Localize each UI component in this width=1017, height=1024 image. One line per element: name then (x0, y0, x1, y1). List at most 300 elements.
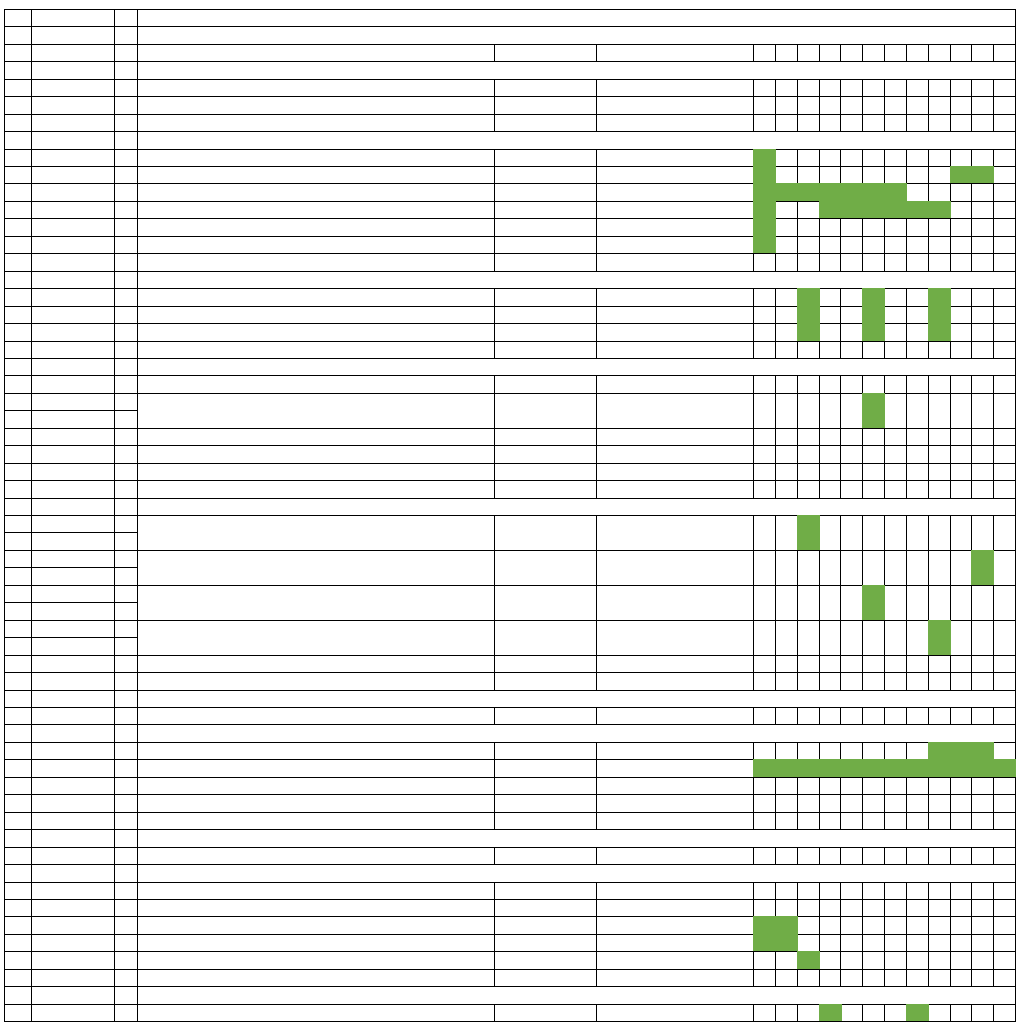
grid-line (862, 532, 863, 551)
grid-line (114, 620, 115, 638)
gantt-month-fill (775, 934, 798, 952)
grid-line (950, 96, 951, 115)
gantt-month-fill (950, 166, 973, 184)
grid-line (884, 445, 885, 464)
grid-line (4, 9, 5, 27)
grid-line (950, 655, 951, 673)
grid-line (971, 899, 972, 917)
grid-line (862, 882, 863, 900)
program-label (31, 829, 114, 846)
grid-line (596, 44, 597, 62)
grid-line (840, 742, 841, 760)
grid-line (862, 236, 863, 254)
item-number (114, 498, 137, 515)
month-header-10 (950, 44, 972, 61)
grid-line (1015, 602, 1016, 621)
grid-line (797, 393, 798, 411)
grid-line (819, 637, 820, 656)
grid-line (4, 550, 5, 568)
grid-line (906, 882, 907, 900)
grid-line (819, 777, 820, 795)
grid-line (753, 463, 754, 481)
grid-line (775, 410, 776, 429)
grid-line (494, 114, 495, 132)
grid-line (494, 201, 495, 219)
grid-line (840, 777, 841, 795)
item-number (114, 724, 137, 741)
grid-line (1015, 375, 1016, 394)
grid-line (775, 777, 776, 795)
grid-line (1015, 742, 1016, 760)
grid-line (137, 253, 138, 272)
section-number (4, 9, 31, 26)
grid-line (797, 620, 798, 638)
grid-line (31, 637, 32, 656)
gantt-month-fill (753, 916, 776, 934)
grid-line (31, 951, 32, 970)
grid-line (862, 166, 863, 184)
grid-line (114, 969, 115, 987)
grid-line (840, 916, 841, 935)
grid-line (993, 306, 994, 324)
grid-line (950, 794, 951, 813)
grid-line (950, 375, 951, 394)
grid-line (596, 114, 597, 132)
activity-label (137, 899, 494, 916)
grid-line (906, 934, 907, 952)
grid-line (1015, 882, 1016, 900)
grid-line (797, 882, 798, 900)
grid-line (4, 532, 5, 551)
grid-line (31, 428, 32, 446)
grid-line (114, 428, 115, 446)
grid-line (31, 358, 32, 376)
grid-line (753, 410, 754, 429)
grid-line (993, 201, 994, 219)
month-header-5 (840, 707, 862, 724)
grid-line (4, 463, 5, 481)
grid-line (862, 1004, 863, 1022)
grid-line (753, 794, 754, 813)
grid-line (840, 550, 841, 568)
grid-line (819, 218, 820, 237)
grid-line (993, 96, 994, 115)
grid-line (993, 236, 994, 254)
grid-line (114, 812, 115, 830)
grid-line (114, 236, 115, 254)
grid-line (114, 637, 115, 656)
activity-label (137, 410, 494, 427)
grid-line (114, 201, 115, 219)
grid-line (884, 934, 885, 952)
grid-line (1015, 794, 1016, 813)
grid-line (862, 899, 863, 917)
grid-line (31, 79, 32, 97)
grid-line (114, 44, 115, 62)
grid-line (971, 480, 972, 499)
grid-line (114, 532, 115, 551)
grid-line (775, 655, 776, 673)
grid-line (775, 899, 776, 917)
grid-line (114, 602, 115, 621)
grid-line (928, 585, 929, 603)
grid-line (840, 323, 841, 342)
grid-line (993, 969, 994, 987)
grid-line (840, 672, 841, 691)
requirement-value (494, 533, 596, 550)
grid-line (775, 463, 776, 481)
colon (114, 26, 136, 43)
grid-line (494, 166, 495, 184)
grid-line (31, 253, 32, 272)
grid-line (840, 428, 841, 446)
grid-line (1015, 96, 1016, 115)
grid-line (1015, 149, 1016, 167)
grid-line (993, 1004, 994, 1022)
grid-line (31, 498, 32, 516)
grid-line (840, 79, 841, 97)
grid-line (4, 882, 5, 900)
grid-line (862, 637, 863, 656)
grid-line (1015, 829, 1016, 848)
grid-line (31, 532, 32, 551)
grid-line (31, 794, 32, 813)
grid-line (928, 218, 929, 237)
grid-line (906, 620, 907, 638)
grid-line (928, 882, 929, 900)
grid-line (753, 620, 754, 638)
grid-line (993, 777, 994, 795)
grid-line (971, 463, 972, 481)
grid-line (862, 114, 863, 132)
grid-line (950, 882, 951, 900)
grid-line (596, 567, 597, 586)
grid-line (950, 218, 951, 237)
grid-line (137, 812, 138, 830)
grid-line (819, 655, 820, 673)
grid-line (753, 567, 754, 586)
grid-line (775, 532, 776, 551)
grid-line (753, 393, 754, 411)
grid-line (4, 149, 5, 167)
grid-line (114, 183, 115, 202)
grid-line (797, 777, 798, 795)
grid-line (4, 410, 5, 429)
grid-line (775, 620, 776, 638)
activity-label (137, 602, 494, 619)
grid-line (494, 375, 495, 394)
grid-line (775, 393, 776, 411)
grid-line (928, 951, 929, 970)
category-label (137, 986, 1015, 1003)
grid-line (31, 375, 32, 394)
month-header-2 (775, 707, 797, 724)
invitee-header (596, 707, 753, 724)
grid-line (4, 567, 138, 568)
grid-line (884, 149, 885, 167)
grid-line (906, 445, 907, 464)
grid-line (114, 323, 115, 342)
grid-line (971, 306, 972, 324)
grid-line (596, 393, 597, 411)
grid-line (114, 742, 115, 760)
grid-line (840, 934, 841, 952)
grid-line (928, 236, 929, 254)
activity-label (137, 79, 494, 96)
invitee-value (596, 288, 753, 305)
gantt-month-fill (753, 218, 776, 236)
grid-line (971, 410, 972, 429)
grid-line (862, 672, 863, 691)
grid-line (862, 812, 863, 830)
grid-line (884, 79, 885, 97)
grid-line (1015, 498, 1016, 516)
grid-line (971, 218, 972, 237)
grid-line (775, 550, 776, 568)
grid-line (31, 410, 32, 429)
grid-line (928, 79, 929, 97)
grid-line (840, 166, 841, 184)
grid-line (1015, 864, 1016, 883)
grid-line (971, 201, 972, 219)
grid-line (906, 794, 907, 813)
grid-line (596, 428, 597, 446)
grid-line (494, 410, 495, 429)
grid-line (993, 794, 994, 813)
grid-line (114, 882, 115, 900)
gantt-month-fill (862, 393, 885, 429)
grid-line (31, 149, 32, 167)
grid-line (494, 934, 495, 952)
grid-line (971, 812, 972, 830)
grid-line (4, 61, 5, 80)
grid-line (114, 253, 115, 272)
grid-line (1015, 26, 1016, 45)
grid-line (797, 341, 798, 359)
grid-line (114, 375, 115, 394)
grid-line (1015, 341, 1016, 359)
grid-line (596, 288, 597, 307)
month-header-9 (928, 847, 950, 864)
grid-line (862, 550, 863, 568)
grid-line (862, 777, 863, 795)
grid-line (950, 567, 951, 586)
invitee-header (596, 847, 753, 864)
grid-line (4, 655, 5, 673)
grid-line (819, 672, 820, 691)
grid-line (4, 445, 5, 464)
grid-line (906, 375, 907, 394)
grid-line (4, 288, 5, 307)
grid-line (928, 777, 929, 795)
grid-line (906, 96, 907, 115)
invitee-value (596, 1004, 753, 1021)
requirement-value (494, 393, 596, 410)
grid-line (906, 288, 907, 307)
grid-line (4, 794, 5, 813)
month-header-6 (862, 707, 884, 724)
month-header-3 (797, 44, 819, 61)
grid-line (906, 550, 907, 568)
invitee-value (596, 410, 753, 427)
grid-line (1015, 271, 1016, 289)
grid-line (494, 812, 495, 830)
grid-line (114, 114, 115, 132)
grid-line (596, 149, 597, 167)
grid-line (775, 114, 776, 132)
grid-line (906, 114, 907, 132)
grid-line (993, 79, 994, 97)
grid-line (1015, 61, 1016, 80)
activity-label (137, 567, 494, 584)
grid-line (494, 602, 495, 621)
grid-line (906, 916, 907, 935)
program-number (4, 26, 31, 43)
grid-line (31, 271, 32, 289)
grid-line (1015, 690, 1016, 708)
grid-line (797, 567, 798, 586)
grid-line (1015, 916, 1016, 935)
grid-line (31, 602, 32, 621)
grid-line (494, 777, 495, 795)
grid-line (753, 375, 754, 394)
grid-line (840, 812, 841, 830)
grid-line (884, 253, 885, 272)
invitee-value (596, 428, 753, 445)
grid-line (993, 585, 994, 603)
grid-line (819, 149, 820, 167)
grid-line (1015, 724, 1016, 743)
grid-line (4, 96, 5, 115)
grid-line (950, 951, 951, 970)
grid-line (993, 637, 994, 656)
grid-line (4, 934, 5, 952)
grid-line (950, 812, 951, 830)
grid-line (819, 742, 820, 760)
grid-line (114, 951, 115, 970)
grid-line (775, 585, 776, 603)
gantt-month-fill (797, 183, 820, 201)
grid-line (137, 969, 138, 987)
grid-line (884, 742, 885, 760)
grid-line (906, 585, 907, 603)
grid-line (596, 672, 597, 691)
grid-line (31, 44, 32, 62)
grid-line (596, 777, 597, 795)
grid-line (884, 655, 885, 673)
month-header-11 (971, 44, 993, 61)
grid-line (819, 934, 820, 952)
grid-line (840, 969, 841, 987)
grid-line (884, 1004, 885, 1022)
grid-line (114, 1004, 115, 1022)
page-title (137, 9, 1015, 26)
grid-line (950, 672, 951, 691)
grid-line (840, 480, 841, 499)
grid-line (862, 480, 863, 499)
grid-line (819, 96, 820, 115)
grid-line (494, 428, 495, 446)
grid-line (753, 114, 754, 132)
grid-line (884, 672, 885, 691)
grid-line (596, 1004, 597, 1022)
category-label (137, 864, 1015, 881)
grid-line (31, 341, 32, 359)
gantt-month-fill (753, 236, 776, 254)
activity-label (137, 184, 494, 201)
grid-line (840, 306, 841, 324)
grid-line (596, 847, 597, 865)
grid-line (31, 986, 32, 1005)
activity-label (137, 882, 494, 899)
grid-line (797, 463, 798, 481)
activity-label (137, 637, 494, 654)
grid-line (494, 550, 495, 568)
grid-line (775, 375, 776, 394)
grid-line (862, 428, 863, 446)
grid-line (971, 532, 972, 551)
grid-line (1015, 463, 1016, 481)
grid-line (797, 375, 798, 394)
grid-line (884, 236, 885, 254)
grid-line (797, 1004, 798, 1022)
month-header-7 (884, 847, 906, 864)
grid-line (596, 236, 597, 254)
grid-line (31, 567, 32, 586)
grid-line (950, 236, 951, 254)
grid-line (884, 166, 885, 184)
activity-label (137, 916, 494, 933)
grid-line (1015, 410, 1016, 429)
grid-line (1015, 288, 1016, 307)
grid-line (1015, 620, 1016, 638)
gantt-month-fill (862, 306, 885, 324)
grid-line (928, 428, 929, 446)
grid-line (596, 602, 597, 621)
grid-line (840, 445, 841, 464)
grid-line (884, 532, 885, 551)
grid-line (753, 341, 754, 359)
month-header-11 (971, 707, 993, 724)
grid-line (971, 637, 972, 656)
grid-line (775, 882, 776, 900)
grid-line (950, 114, 951, 132)
grid-line (494, 585, 495, 603)
grid-line (819, 585, 820, 603)
activity-label (137, 1004, 494, 1021)
grid-line (31, 742, 32, 760)
activity-label (137, 655, 494, 672)
requirement-value (494, 149, 596, 166)
grid-line (819, 916, 820, 935)
grid-line (862, 567, 863, 586)
grid-line (4, 812, 1016, 813)
grid-line (4, 253, 5, 272)
category-label (137, 724, 1015, 741)
grid-line (596, 794, 597, 813)
grid-line (596, 218, 597, 237)
grid-line (114, 166, 115, 184)
grid-line (1015, 969, 1016, 987)
grid-line (494, 532, 495, 551)
grid-line (494, 742, 495, 760)
grid-line (114, 934, 115, 952)
grid-line (840, 532, 841, 551)
grid-line (928, 149, 929, 167)
grid-line (4, 498, 5, 516)
month-header-1 (753, 707, 775, 724)
grid-line (4, 707, 5, 725)
